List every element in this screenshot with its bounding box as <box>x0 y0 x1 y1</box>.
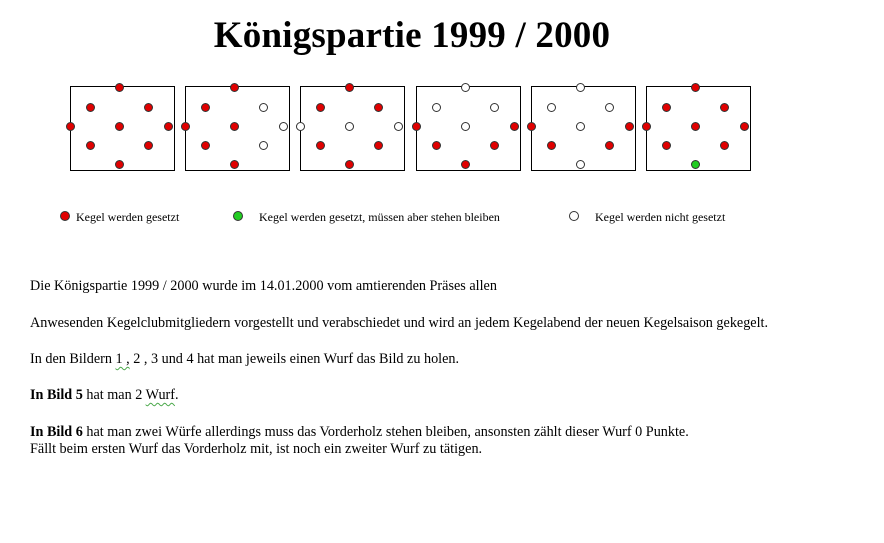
text-run: In Bild 5 <box>30 387 83 403</box>
pin-r3-red-icon <box>490 141 499 150</box>
pin-l2-red-icon <box>86 103 95 112</box>
pin-r2-red-icon <box>144 103 153 112</box>
pin-front-white-icon <box>576 83 585 92</box>
pin-diagram-3 <box>300 86 405 171</box>
pin-r3-red-icon <box>144 141 153 150</box>
pin-l2-white-icon <box>547 103 556 112</box>
text-run: hat man zwei Würfe allerdings muss das Vorderholz stehen bleiben, ansonsten zählt dieser Wurf 0 Punkte. <box>82 424 689 440</box>
legend-item-white <box>569 210 725 225</box>
text-run: 2 , 3 und 4 hat man jeweils einen Wurf das Bild zu holen. <box>129 351 460 367</box>
paragraph-intro: Die Königspartie 1999 / 2000 wurde im 14.01.2000 vom amtierenden Präses allen <box>30 278 497 294</box>
paragraph-second-throw: Fällt beim ersten Wurf das Vorderholz mit, ist noch ein zweiter Wurf zu tätigen. <box>30 441 483 457</box>
paragraph-image-5 <box>30 387 179 404</box>
pin-l2-red-icon <box>316 103 325 112</box>
paragraph-members: Anwesenden Kegelclubmitgliedern vorgestellt und verabschiedet und wird an jedem Kegelabend der neuen Kegelsaison gekegelt. <box>30 315 769 331</box>
pin-back-red-icon <box>461 160 470 169</box>
pin-l1-red-icon <box>181 122 190 131</box>
pin-center-white-icon <box>461 122 470 131</box>
pin-center-white-icon <box>576 122 585 131</box>
pin-l2-white-icon <box>432 103 441 112</box>
pin-back-red-icon <box>345 160 354 169</box>
pin-diagram-1 <box>70 86 175 171</box>
pin-r2-red-icon <box>720 103 729 112</box>
pin-l2-red-icon <box>662 103 671 112</box>
pin-diagrams <box>0 0 884 200</box>
pin-l3-red-icon <box>432 141 441 150</box>
pin-r1-white-icon <box>279 122 288 131</box>
pin-front-red-icon <box>345 83 354 92</box>
text-run: Wurf <box>145 387 176 403</box>
pin-r1-red-icon <box>625 122 634 131</box>
pin-l3-red-icon <box>201 141 210 150</box>
pin-center-red-icon <box>230 122 239 131</box>
pin-diagram-5 <box>531 86 636 171</box>
pin-r2-white-icon <box>259 103 268 112</box>
pin-front-white-icon <box>461 83 470 92</box>
pin-diagram-2 <box>185 86 290 171</box>
pin-r2-white-icon <box>605 103 614 112</box>
pin-back-red-icon <box>115 160 124 169</box>
pin-r3-white-icon <box>259 141 268 150</box>
pin-l3-red-icon <box>316 141 325 150</box>
pin-back-red-icon <box>230 160 239 169</box>
pin-l1-red-icon <box>412 122 421 131</box>
pin-l2-red-icon <box>201 103 210 112</box>
legend <box>0 210 884 230</box>
pin-center-red-icon <box>115 122 124 131</box>
white-pin-icon <box>569 211 579 221</box>
pin-l1-red-icon <box>642 122 651 131</box>
pin-front-red-icon <box>115 83 124 92</box>
pin-l3-red-icon <box>86 141 95 150</box>
pin-back-green-icon <box>691 160 700 169</box>
paragraph-image-6 <box>30 424 689 441</box>
pin-l1-red-icon <box>527 122 536 131</box>
pin-r3-red-icon <box>720 141 729 150</box>
pin-r1-red-icon <box>164 122 173 131</box>
pin-front-red-icon <box>691 83 700 92</box>
pin-r3-red-icon <box>605 141 614 150</box>
red-pin-icon <box>60 211 70 221</box>
text-run: hat man 2 <box>82 387 146 403</box>
legend-label: Kegel werden gesetzt, müssen aber stehen bleiben <box>259 210 500 224</box>
pin-center-white-icon <box>345 122 354 131</box>
text-run: In den Bildern <box>30 351 116 367</box>
pin-center-red-icon <box>691 122 700 131</box>
pin-r2-red-icon <box>374 103 383 112</box>
pin-r1-white-icon <box>394 122 403 131</box>
pin-back-white-icon <box>576 160 585 169</box>
legend-label: Kegel werden gesetzt <box>76 210 180 224</box>
pin-diagram-4 <box>416 86 521 171</box>
pin-r2-white-icon <box>490 103 499 112</box>
green-pin-icon <box>233 211 243 221</box>
text-run: In Bild 6 <box>30 424 83 440</box>
legend-item-green <box>233 210 500 225</box>
pin-r1-red-icon <box>740 122 749 131</box>
legend-item-red <box>60 210 179 225</box>
text-run: 1 , <box>115 351 130 367</box>
legend-label: Kegel werden nicht gesetzt <box>595 210 726 224</box>
pin-r3-red-icon <box>374 141 383 150</box>
pin-l1-red-icon <box>66 122 75 131</box>
page-title: Königspartie 1999 / 2000 <box>213 15 611 56</box>
text-run: . <box>175 387 179 403</box>
pin-diagram-6 <box>646 86 751 171</box>
pin-l1-white-icon <box>296 122 305 131</box>
paragraph-images-1-4 <box>30 351 459 368</box>
pin-r1-red-icon <box>510 122 519 131</box>
pin-front-red-icon <box>230 83 239 92</box>
pin-l3-red-icon <box>547 141 556 150</box>
pin-l3-red-icon <box>662 141 671 150</box>
